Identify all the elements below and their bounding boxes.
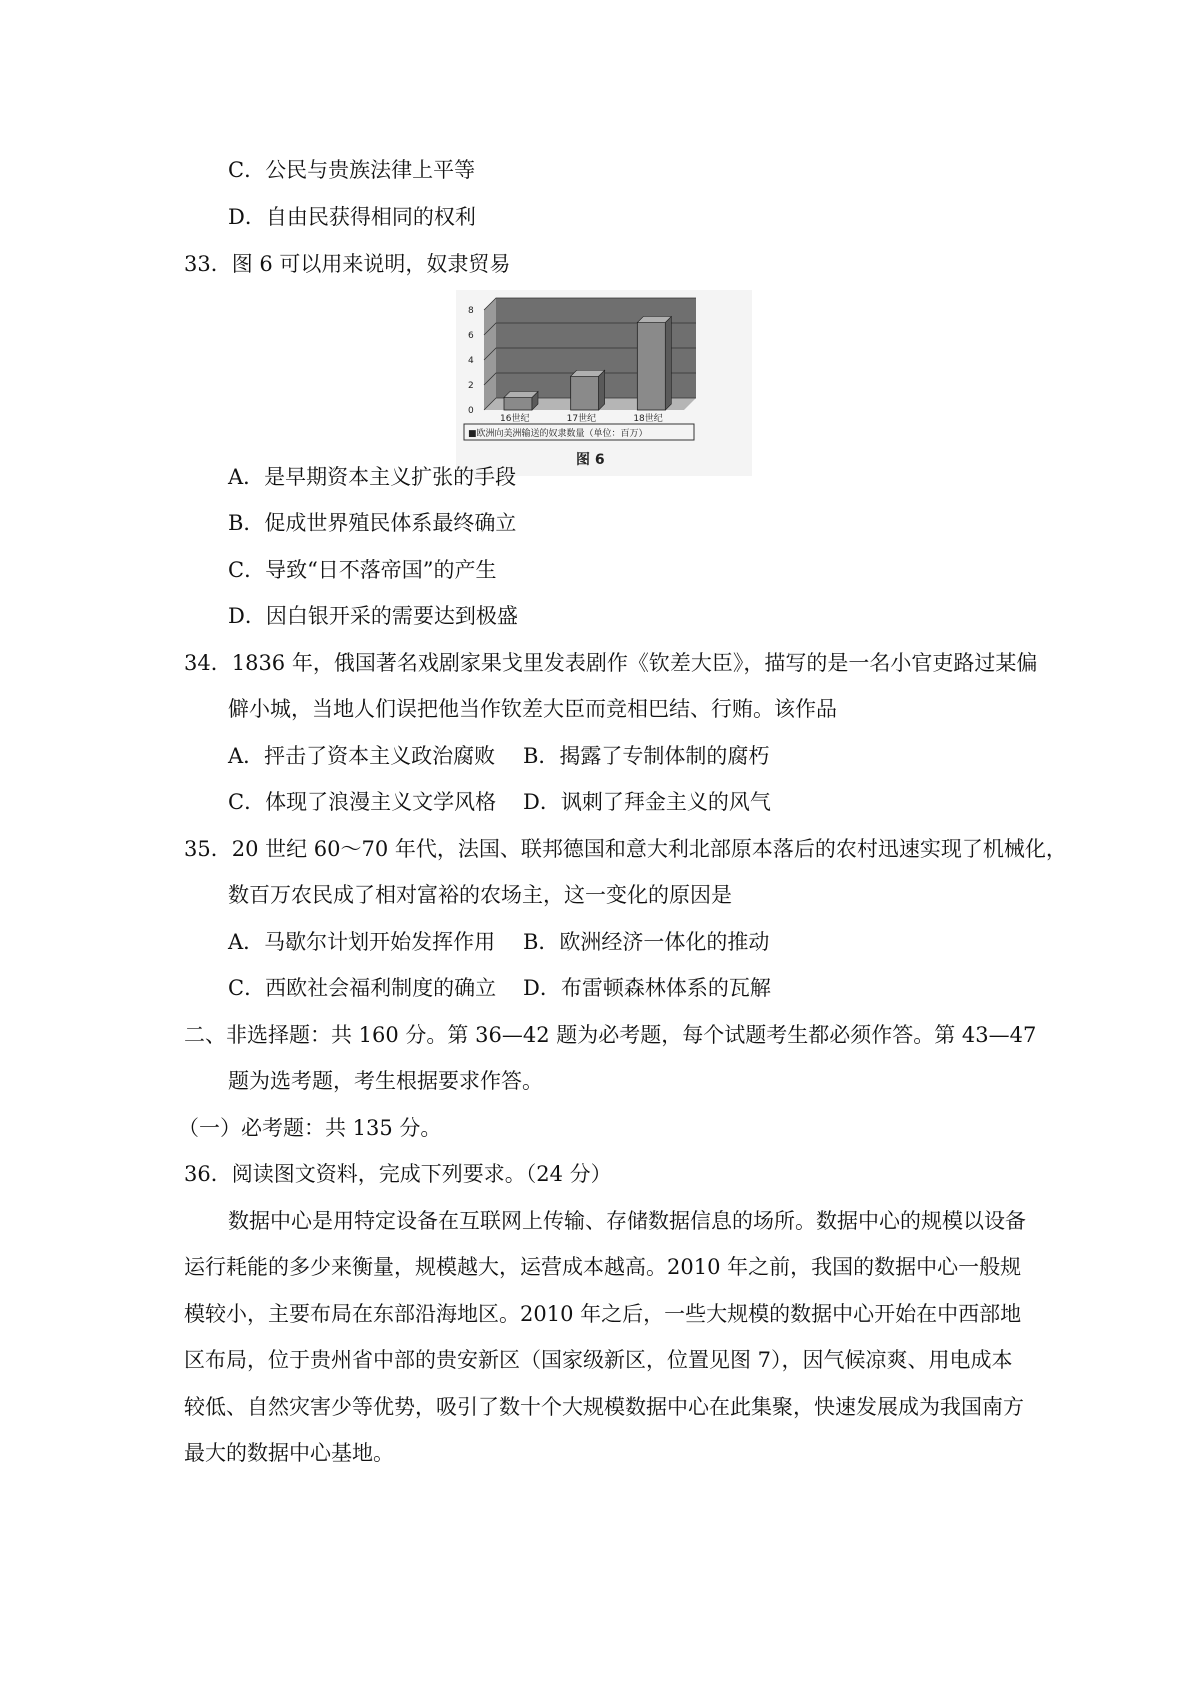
q33-option-a: A．是早期资本主义扩张的手段: [228, 465, 517, 489]
q34-option-a: A．抨击了资本主义政治腐败: [228, 744, 496, 768]
chart-bar-top: [637, 317, 671, 323]
q33-stem: 33．图 6 可以用来说明，奴隶贸易: [184, 252, 511, 276]
section2-heading-line2: 题为选考题，考生根据要求作答。: [228, 1069, 543, 1093]
q34-options-cd: [228, 787, 771, 817]
chart-bar-top: [571, 370, 605, 376]
q36-paragraph-line1: 数据中心是用特定设备在互联网上传输、存储数据信息的场所。数据中心的规模以设备: [228, 1209, 1026, 1233]
chart-y-tick-label: 6: [468, 331, 474, 341]
q33-option-b: B．促成世界殖民体系最终确立: [228, 511, 517, 535]
q36-paragraph-line5: 较低、自然灾害少等优势，吸引了数十个大规模数据中心在此集聚，快速发展成为我国南方: [184, 1395, 1024, 1419]
chart-bar-top: [504, 392, 538, 398]
q35-stem-line1: 35．20 世纪 60～70 年代，法国、联邦德国和意大利北部原本落后的农村迅速实现了机械化，: [184, 837, 1067, 861]
q36-paragraph-line3: 模较小，主要布局在东部沿海地区。2010 年之后，一些大规模的数据中心开始在中西部地: [184, 1302, 1022, 1326]
chart-x-label: 16世纪: [500, 414, 530, 424]
q34-stem-line2: 僻小城，当地人们误把他当作钦差大臣而竞相巴结、行贿。该作品: [228, 697, 837, 721]
chart-bar-side: [665, 317, 671, 411]
chart-bar: [637, 323, 665, 411]
q35-options-cd: [228, 973, 771, 1003]
chart-bar: [504, 398, 532, 411]
chart-y-tick-label: 4: [468, 356, 474, 366]
q35-option-b: B．欧洲经济一体化的推动: [523, 930, 770, 954]
section2-heading-line1: 二、非选择题：共 160 分。第 36—42 题为必考题，每个试题考生都必须作答。第 43—47: [184, 1023, 1037, 1047]
q36-paragraph-line6: 最大的数据中心基地。: [184, 1441, 394, 1465]
chart-y-tick-label: 0: [468, 406, 474, 416]
q36-stem: 36．阅读图文资料，完成下列要求。（24 分）: [184, 1162, 612, 1186]
q35-options-ab: [228, 927, 770, 957]
chart-x-label: 17世纪: [566, 414, 597, 424]
q32-option-d: D．自由民获得相同的权利: [228, 205, 476, 229]
chart-y-tick-label: 8: [468, 306, 474, 316]
q35-option-d: D．布雷顿森林体系的瓦解: [523, 976, 771, 1000]
q35-option-c: C．西欧社会福利制度的确立: [228, 976, 497, 1000]
chart-bar-side: [599, 370, 605, 410]
q35-stem-line2: 数百万农民成了相对富裕的农场主，这一变化的原因是: [228, 883, 732, 907]
q34-stem-line1: 34．1836 年，俄国著名戏剧家果戈里发表剧作《钦差大臣》，描写的是一名小官吏路过某偏: [184, 651, 1038, 675]
q33-option-d: D．因白银开采的需要达到极盛: [228, 604, 518, 628]
chart-x-label: 18世纪: [633, 414, 663, 424]
q32-option-c: C．公民与贵族法律上平等: [228, 158, 476, 182]
q34-option-b: B．揭露了专制体制的腐朽: [523, 744, 770, 768]
q35-option-a: A．马歇尔计划开始发挥作用: [228, 930, 496, 954]
chart-legend: ■欧洲向美洲输送的奴隶数量（单位：百万）: [468, 429, 648, 439]
q33-option-c: C．导致“日不落帝国”的产生: [228, 558, 497, 582]
figure-6-bar-chart: [456, 290, 752, 476]
chart-x-labels: [500, 412, 663, 424]
q34-options-ab: [228, 741, 770, 771]
chart-y-tick-label: 2: [468, 381, 474, 391]
q36-paragraph-line4: 区布局，位于贵州省中部的贵安新区（国家级新区，位置见图 7），因气候凉爽、用电成本: [184, 1348, 1013, 1372]
q36-paragraph-line2: 运行耗能的多少来衡量，规模越大，运营成本越高。2010 年之前，我国的数据中心一般规: [184, 1255, 1022, 1279]
section2-subheading: （一）必考题：共 135 分。: [178, 1116, 442, 1140]
q34-option-c: C．体现了浪漫主义文学风格: [228, 790, 497, 814]
chart-bar: [571, 376, 599, 410]
chart-caption: 图 6: [576, 452, 605, 468]
q34-option-d: D．讽刺了拜金主义的风气: [523, 790, 771, 814]
